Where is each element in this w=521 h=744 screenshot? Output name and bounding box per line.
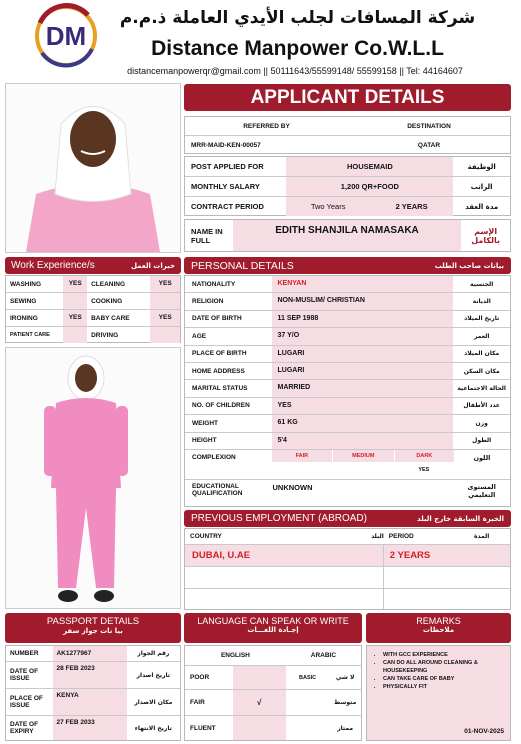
skill-value: YES (150, 310, 180, 326)
personal-arabic: تاريخ الميلاد (464, 315, 500, 323)
language-english-header: ENGLISH (220, 652, 250, 659)
personal-label: HOME ADDRESS (192, 367, 245, 375)
personal-arabic: الحالة الاجتماعية (457, 385, 506, 393)
personal-arabic: مكان الميلاد (464, 350, 500, 358)
personal-row (185, 380, 510, 397)
passport-title: PASSPORT DETAILS (46, 616, 140, 627)
salary-label: MONTHLY SALARY (191, 182, 260, 191)
skill-value: YES (63, 276, 87, 292)
previous-employment-header (184, 510, 511, 527)
passport-value: 27 FEB 2033 (53, 716, 126, 740)
language-arabic-value: BASIC (299, 674, 317, 681)
passport-table (5, 645, 181, 741)
skill-label: SEWING (10, 297, 37, 305)
language-level: POOR (190, 674, 210, 681)
passport-label: NUMBER (10, 650, 39, 657)
passport-label: DATE OF EXPIRY (10, 721, 39, 735)
referral-table (184, 116, 511, 154)
education-label: EDUCATIONAL QUALIFICATION (192, 482, 243, 497)
company-name-arabic: شركة المسافات لجلب الأيدي العاملة ذ.م.م (119, 8, 476, 28)
company-contact: distancemanpowerqr@gmail.com || 50111643/55599148/ 55599158 || Tel: 44164607 (127, 66, 463, 76)
personal-arabic: العمر (473, 332, 490, 340)
personal-row (185, 363, 510, 380)
language-row (185, 716, 361, 740)
name-label: NAME IN FULL (191, 226, 223, 245)
personal-value: YES (272, 398, 453, 414)
passport-value: 28 FEB 2023 (53, 662, 126, 688)
personal-row (185, 398, 510, 415)
previous-employment-title-arabic: الخبرة السابقة خارج البلد (417, 514, 504, 523)
work-row (6, 276, 180, 293)
employment-period: 2 YEARS (389, 550, 431, 561)
skill-label: DRIVING (91, 331, 119, 339)
salary-arabic: الراتب (470, 182, 493, 191)
personal-value: 37 Y/O (272, 328, 453, 344)
remarks-box (366, 645, 511, 741)
passport-label: PLACE OF ISSUE (10, 695, 43, 709)
personal-label: RELIGION (192, 298, 224, 306)
company-name-english: Distance Manpower Co.W.L.L (151, 37, 444, 60)
personal-label: NO. OF CHILDREN (192, 402, 250, 410)
personal-value: LUGARI (272, 363, 453, 379)
passport-header (5, 613, 181, 643)
remark-item: • PHYSICALLY FIT (383, 683, 506, 691)
personal-value: 11 SEP 1988 (272, 311, 453, 327)
remarks-header (366, 613, 511, 643)
personal-details-header (184, 257, 511, 274)
personal-value: KENYAN (272, 276, 453, 292)
work-experience-title: Work Experience/s (11, 260, 95, 271)
work-row (6, 310, 180, 327)
contract-arabic: مدة العقد (465, 202, 499, 211)
personal-details-table (184, 275, 511, 507)
personal-value: NON-MUSLIM/ CHRISTIAN (272, 293, 453, 309)
personal-label: MARITAL STATUS (192, 385, 248, 393)
previous-employment-table (184, 528, 511, 610)
skill-value (150, 327, 180, 343)
contract-value-2: 2 YEARS (370, 197, 453, 216)
personal-row (185, 415, 510, 432)
personal-arabic: الجنسية (470, 280, 494, 288)
complexion-row (185, 450, 510, 480)
remark-item: • WITH GCC EXPERIENCE (383, 651, 506, 659)
complexion-arabic: اللون (473, 453, 491, 462)
passport-row (6, 662, 180, 689)
language-level: FAIR (190, 699, 205, 706)
work-experience-title-arabic: خبرات العمل (130, 261, 175, 270)
post-label: POST APPLIED FOR (191, 162, 264, 171)
personal-row (185, 328, 510, 345)
language-table (184, 645, 362, 741)
salary-value: 1,200 QR+FOOD (286, 177, 453, 196)
post-arabic: الوظيفة (467, 162, 496, 171)
passport-title-arabic: بيا نات جواز سفر (63, 627, 123, 635)
language-level-arabic: ممتاز (337, 724, 354, 732)
language-title-arabic: إجـادة اللغـــات (247, 626, 299, 634)
language-english-value (233, 666, 286, 689)
skill-label: BABY CARE (91, 314, 130, 322)
remark-item: • CAN DO ALL AROUND CLEANING & HOUSEKEEPING (383, 659, 506, 675)
personal-label: HEIGHT (192, 437, 217, 445)
language-english-value (233, 716, 286, 740)
page-title: APPLICANT DETAILS (184, 84, 511, 111)
passport-value: AK1277967 (53, 646, 126, 661)
work-experience-header (5, 257, 181, 274)
employment-row (185, 545, 510, 567)
language-english-value: √ (233, 690, 286, 715)
country-label: COUNTRY (190, 533, 222, 540)
skill-label: CLEANING (91, 280, 126, 288)
personal-label: DATE OF BIRTH (192, 315, 242, 323)
complexion-label: COMPLEXION (192, 453, 236, 461)
destination-label: DESTINATION (407, 122, 451, 130)
previous-employment-title: PREVIOUS EMPLOYMENT (ABROAD) (191, 513, 367, 524)
skill-value (63, 293, 87, 309)
contract-label: CONTRACT PERIOD (191, 202, 264, 211)
work-row (6, 293, 180, 310)
personal-arabic: الطول (472, 437, 492, 445)
full-name-value: EDITH SHANJILA NAMASAKA (233, 220, 462, 251)
remarks-date: 01-NOV-2025 (464, 728, 504, 735)
name-arabic: الإسم بالكامل (471, 226, 501, 245)
personal-details-title: PERSONAL DETAILS (191, 259, 294, 272)
personal-label: PLACE OF BIRTH (192, 350, 247, 358)
personal-arabic: عدد الأطفال (463, 402, 501, 410)
referred-by-label: REFERRED BY (243, 122, 290, 130)
period-label: PERIOD (388, 533, 414, 540)
passport-arabic: تاريخ الانتهاء (134, 724, 172, 732)
work-row (6, 327, 180, 343)
remarks-title: REMARKS (416, 616, 461, 626)
language-arabic-header: ARABIC (310, 652, 337, 659)
language-header (184, 613, 362, 643)
name-row (184, 219, 511, 252)
country-arabic: البلد (371, 533, 384, 540)
skill-label: WASHING (10, 280, 42, 288)
personal-value: MARRIED (272, 380, 453, 396)
education-row (185, 480, 510, 508)
skill-value: YES (150, 276, 180, 292)
personal-label: AGE (192, 332, 207, 340)
passport-value: KENYA (53, 689, 126, 715)
employment-row-empty (185, 567, 510, 589)
passport-row (6, 646, 180, 662)
personal-row (185, 311, 510, 328)
personal-arabic: الديانة (472, 298, 491, 306)
personal-row (185, 276, 510, 293)
language-level-arabic: لا شي (335, 674, 355, 681)
passport-row (6, 716, 180, 740)
employment-row-empty (185, 589, 510, 609)
applicant-photo-full-body (5, 347, 181, 609)
complexion-option-dark: DARK (394, 450, 454, 462)
period-arabic: المدة (474, 533, 490, 540)
personal-value: LUGARI (272, 346, 453, 362)
complexion-value: YES (418, 466, 430, 473)
contract-value-1: Two Years (286, 197, 369, 216)
skill-value: YES (63, 310, 87, 326)
work-experience-table (5, 275, 181, 343)
personal-row (185, 346, 510, 363)
education-value: UNKNOWN (272, 482, 313, 492)
referred-by-value: MRR-MAID-KEN-00057 (191, 141, 261, 149)
language-level-arabic: متوسط (334, 699, 357, 706)
employment-country: DUBAI, U.AE (185, 545, 384, 566)
language-level: FLUENT (190, 724, 216, 732)
personal-row (185, 293, 510, 310)
personal-label: WEIGHT (192, 419, 218, 427)
passport-arabic: مكان الاصدار (134, 698, 173, 706)
post-value: HOUSEMAID (286, 157, 453, 176)
language-row (185, 666, 361, 690)
language-row (185, 690, 361, 716)
applicant-photo-portrait (5, 83, 181, 253)
remarks-title-arabic: ملاحظات (422, 626, 455, 634)
skill-value (63, 327, 87, 343)
language-title: LANGUAGE CAN SPEAK OR WRITE (197, 616, 349, 626)
skill-label: COOKING (91, 297, 123, 305)
personal-row (185, 433, 510, 450)
skill-label: IRONING (10, 314, 38, 322)
personal-arabic: وزن (475, 419, 488, 427)
skill-value (150, 293, 180, 309)
education-arabic: المستوى التعليمي (467, 482, 496, 499)
personal-details-title-arabic: بيانات صاحب الطلب (434, 261, 504, 270)
passport-row (6, 689, 180, 716)
personal-value: 5'4 (272, 433, 453, 449)
personal-label: NATIONALITY (192, 280, 236, 288)
personal-arabic: مكان السكن (463, 367, 500, 375)
passport-arabic: رقم الجواز (137, 650, 170, 657)
passport-label: DATE OF ISSUE (10, 668, 39, 682)
job-table (184, 156, 511, 216)
destination-value: QATAR (417, 141, 441, 149)
complexion-option-medium: MEDIUM (332, 450, 394, 462)
logo-text: DM (45, 21, 87, 51)
skill-label: PATIENT CARE (10, 332, 50, 338)
personal-value: 61 KG (272, 415, 453, 431)
company-logo (28, 3, 104, 69)
passport-arabic: تاريخ اصدار (136, 671, 171, 679)
complexion-option-fair: FAIR (272, 450, 332, 462)
remark-item: • CAN TAKE CARE OF BABY (383, 675, 506, 683)
